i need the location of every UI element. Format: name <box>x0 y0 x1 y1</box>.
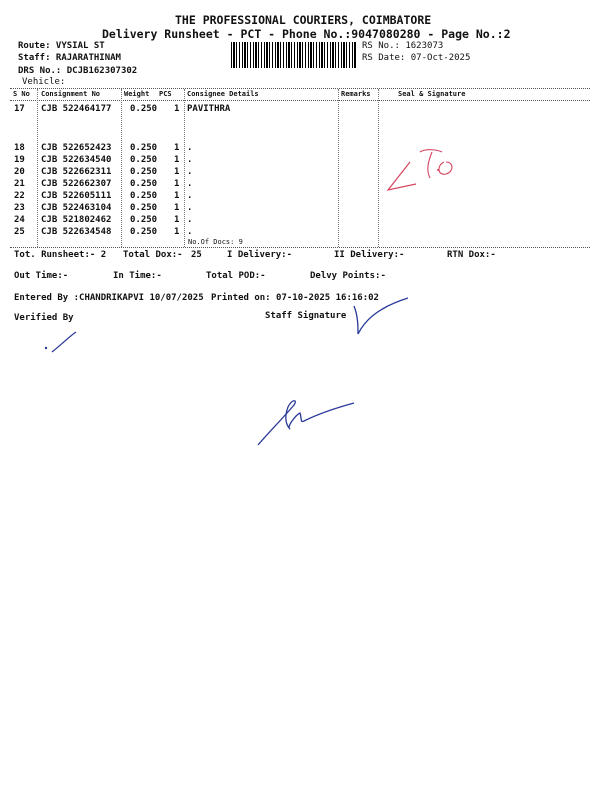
col-divider <box>121 89 122 247</box>
col-remarks: Remarks <box>341 90 371 98</box>
row-weight: 0.250 <box>130 143 158 153</box>
ii-delivery: II Delivery:- <box>334 250 405 260</box>
row-sno: 21 <box>14 179 25 189</box>
route-label: Route: VYSIAL ST <box>18 41 105 51</box>
row-consignee: . <box>187 203 193 213</box>
col-divider <box>37 89 38 247</box>
row-weight: 0.250 <box>130 227 158 237</box>
i-delivery: I Delivery:- <box>227 250 293 260</box>
runsheet-subtitle: Delivery Runsheet - PCT - Phone No.:9047080280 - Page No.:2 <box>102 27 511 41</box>
row-pcs: 1 <box>174 215 180 225</box>
rs-date: RS Date: 07-Oct-2025 <box>362 53 471 63</box>
row-consignment: CJB 522662307 <box>41 179 112 189</box>
row-weight: 0.250 <box>130 155 158 165</box>
in-time: In Time:- <box>113 271 162 281</box>
row-consignee: . <box>187 167 193 177</box>
vehicle-label: Vehicle: <box>22 77 66 87</box>
col-consignee: Consignee Details <box>187 90 259 98</box>
verified-signature-mark <box>36 326 86 358</box>
row-weight: 0.250 <box>130 179 158 189</box>
row-consignee: . <box>187 179 193 189</box>
row-pcs: 1 <box>174 167 180 177</box>
col-divider <box>338 89 339 247</box>
company-title: THE PROFESSIONAL COURIERS, COIMBATORE <box>175 13 432 27</box>
row-consignment: CJB 522464177 <box>41 104 112 114</box>
row-weight: 0.250 <box>130 191 158 201</box>
staff-signature-mark <box>340 292 420 340</box>
verified-by: Verified By <box>14 313 74 323</box>
row-consignment: CJB 522634548 <box>41 227 112 237</box>
col-weight: Weight <box>124 90 150 98</box>
row-sno: 17 <box>14 104 25 114</box>
row-sno: 22 <box>14 191 25 201</box>
row-consignee: . <box>187 215 193 225</box>
tot-runsheet: Tot. Runsheet:- 2 <box>14 250 107 260</box>
barcode-image <box>231 42 356 68</box>
row-pcs: 1 <box>174 191 180 201</box>
row-consignment: CJB 522662311 <box>41 167 112 177</box>
seal-signature-mark <box>380 140 470 200</box>
row-pcs: 1 <box>174 179 180 189</box>
staff-signature-label: Staff Signature <box>265 311 347 321</box>
row-sno: 25 <box>14 227 25 237</box>
total-dox-label: Total Dox:- <box>123 250 183 260</box>
col-sno: S No <box>13 90 30 98</box>
row-pcs: 1 <box>174 143 180 153</box>
row-consignment: CJB 522634540 <box>41 155 112 165</box>
row-pcs: 1 <box>174 104 180 114</box>
row-consignment: CJB 522605111 <box>41 191 112 201</box>
row-consignment: CJB 521802462 <box>41 215 112 225</box>
drs-number: DRS No.: DCJB162307302 <box>18 66 138 76</box>
row-sno: 24 <box>14 215 25 225</box>
row-sno: 18 <box>14 143 25 153</box>
col-divider <box>184 89 185 247</box>
row-sno: 19 <box>14 155 25 165</box>
row-weight: 0.250 <box>130 203 158 213</box>
total-dox-value: 25 <box>191 250 202 260</box>
rtn-dox: RTN Dox:- <box>447 250 496 260</box>
col-seal-signature: Seal & Signature <box>398 90 466 98</box>
row-consignment: CJB 522463104 <box>41 203 112 213</box>
no-of-docs: No.Of Docs: 9 <box>188 238 243 246</box>
printed-on: Printed on: 07-10-2025 16:16:02 <box>211 293 379 303</box>
handwritten-signature-mark <box>250 395 360 450</box>
row-pcs: 1 <box>174 203 180 213</box>
row-consignee: . <box>187 227 193 237</box>
row-consignee: . <box>187 155 193 165</box>
col-consignment: Consignment No <box>41 90 101 98</box>
row-consignee: . <box>187 143 193 153</box>
entered-by: Entered By :CHANDRIKAPVI 10/07/2025 <box>14 293 204 303</box>
col-divider <box>378 89 379 247</box>
delvy-points: Delvy Points:- <box>310 271 386 281</box>
col-pcs: PCS <box>159 90 172 98</box>
total-pod: Total POD:- <box>206 271 266 281</box>
row-consignee: PAVITHRA <box>187 104 231 114</box>
row-pcs: 1 <box>174 227 180 237</box>
staff-label: Staff: RAJARATHINAM <box>18 53 121 63</box>
header-bottom-rule <box>10 100 590 101</box>
rs-number: RS No.: 1623073 <box>362 41 444 51</box>
table-bottom-rule <box>10 247 590 248</box>
out-time: Out Time:- <box>14 271 69 281</box>
row-weight: 0.250 <box>130 104 158 114</box>
row-pcs: 1 <box>174 155 180 165</box>
row-consignee: . <box>187 191 193 201</box>
row-sno: 23 <box>14 203 25 213</box>
row-consignment: CJB 522652423 <box>41 143 112 153</box>
row-sno: 20 <box>14 167 25 177</box>
header-top-rule <box>10 88 590 89</box>
row-weight: 0.250 <box>130 167 158 177</box>
row-weight: 0.250 <box>130 215 158 225</box>
